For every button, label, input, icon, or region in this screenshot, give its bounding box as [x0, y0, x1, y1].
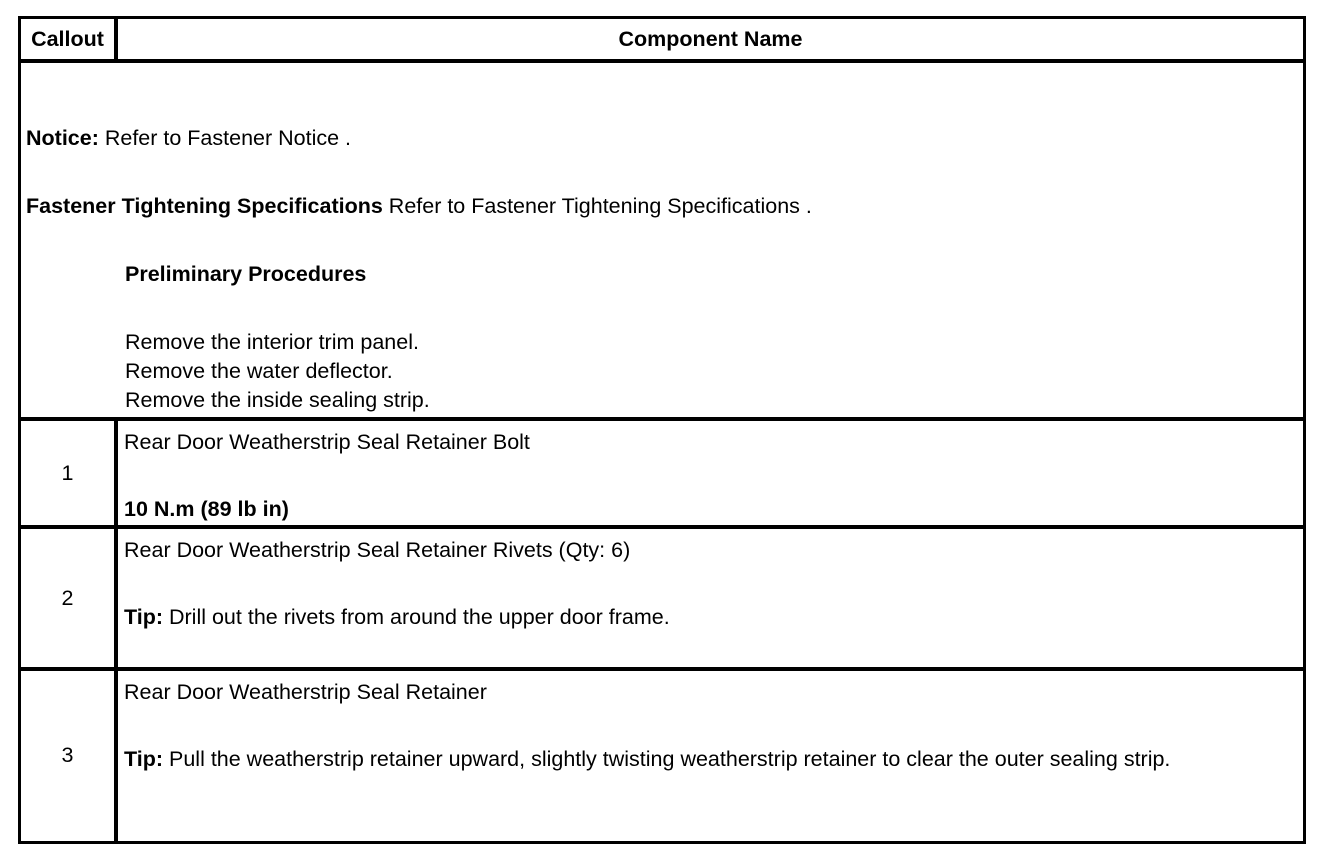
component-name: Rear Door Weatherstrip Seal Retainer Rivets (Qty: 6) — [124, 538, 631, 562]
tip-text: Drill out the rivets from around the upper door frame. — [163, 605, 670, 629]
fastener-label: Fastener Tightening Specifications — [26, 194, 383, 218]
tip-label: Tip: — [124, 747, 164, 771]
component-name: Rear Door Weatherstrip Seal Retainer — [124, 680, 487, 704]
component-cell-3 — [118, 671, 1303, 841]
callout-number: 2 — [61, 586, 74, 610]
notice-text: Refer to Fastener Notice . — [98, 126, 352, 150]
callout-number: 3 — [61, 743, 74, 767]
header-callout-label: Callout — [31, 27, 104, 51]
fastener-line — [26, 192, 812, 221]
intro-block — [21, 63, 1303, 417]
tip-label: Tip: — [124, 605, 164, 629]
component-cell-2 — [118, 529, 1303, 667]
callout-cell-2 — [21, 529, 114, 667]
fastener-text: Refer to Fastener Tightening Specifications . — [382, 194, 812, 218]
tip-text: Pull the weatherstrip retainer upward, slightly twisting weatherstrip retainer to clear the outer sealing strip. — [163, 747, 1171, 771]
header-component-name — [118, 19, 1303, 59]
component-cell-1 — [118, 421, 1303, 525]
callout-number: 1 — [61, 461, 74, 485]
notice-line — [26, 124, 351, 153]
procedure-item: Remove the inside sealing strip. — [125, 388, 430, 412]
tip-line — [124, 745, 1291, 774]
torque-spec: 10 N.m (89 lb in) — [124, 497, 289, 521]
tip-line — [124, 603, 670, 632]
procedure-item: Remove the interior trim panel. — [125, 330, 419, 354]
notice-label: Notice: — [26, 126, 99, 150]
preliminary-procedures-title: Preliminary Procedures — [125, 262, 367, 286]
callout-cell-3 — [21, 671, 114, 841]
procedure-item: Remove the water deflector. — [125, 359, 393, 383]
component-name: Rear Door Weatherstrip Seal Retainer Bolt — [124, 430, 530, 454]
header-component-name-label: Component Name — [618, 27, 803, 51]
header-callout — [21, 19, 114, 59]
callout-cell-1 — [21, 421, 114, 525]
component-table — [18, 16, 1306, 844]
